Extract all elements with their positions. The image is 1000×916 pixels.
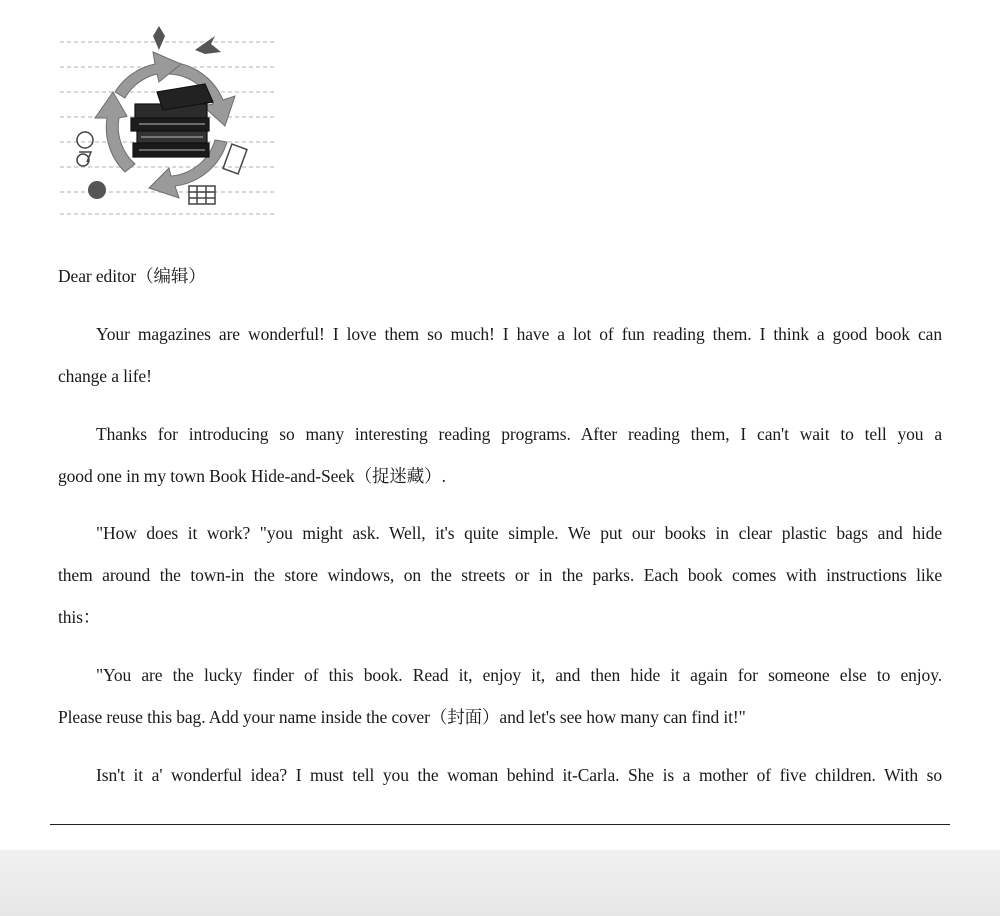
letter-greeting: Dear editor（编辑） [58,266,206,286]
paragraph-2-line-1: Thanks for introducing so many interesting reading programs. After reading them, I can't wait to tell you a [96,424,942,444]
book-recycling-illustration [55,22,280,227]
page-bottom-shadow [0,850,1000,916]
answer-line-divider [50,824,950,825]
paragraph-3-line-2: them around the town-in the store windows, on the streets or in the parks. Each book comes with instructions like [58,565,942,585]
paragraph-1-line-1: Your magazines are wonderful! I love them so much! I have a lot of fun reading them. I think a good book can [96,324,942,344]
paragraph-3-line-3: this： [58,607,101,627]
paragraph-4-line-1: "You are the lucky finder of this book. Read it, enjoy it, and then hide it again for someone else to enjoy. [96,665,942,685]
paragraph-5-line-1: Isn't it a' wonderful idea? I must tell you the woman behind it-Carla. She is a mother of five children. With so [96,765,942,785]
paragraph-1-line-2: change a life! [58,366,152,386]
paragraph-2-line-2: good one in my town Book Hide-and-Seek（捉迷藏）. [58,466,446,486]
paragraph-4-line-2: Please reuse this bag. Add your name inside the cover（封面）and let's see how many can find it!" [58,707,746,727]
paragraph-3-line-1: "How does it work? "you might ask. Well, it's quite simple. We put our books in clear plastic bags and hide [96,523,942,543]
